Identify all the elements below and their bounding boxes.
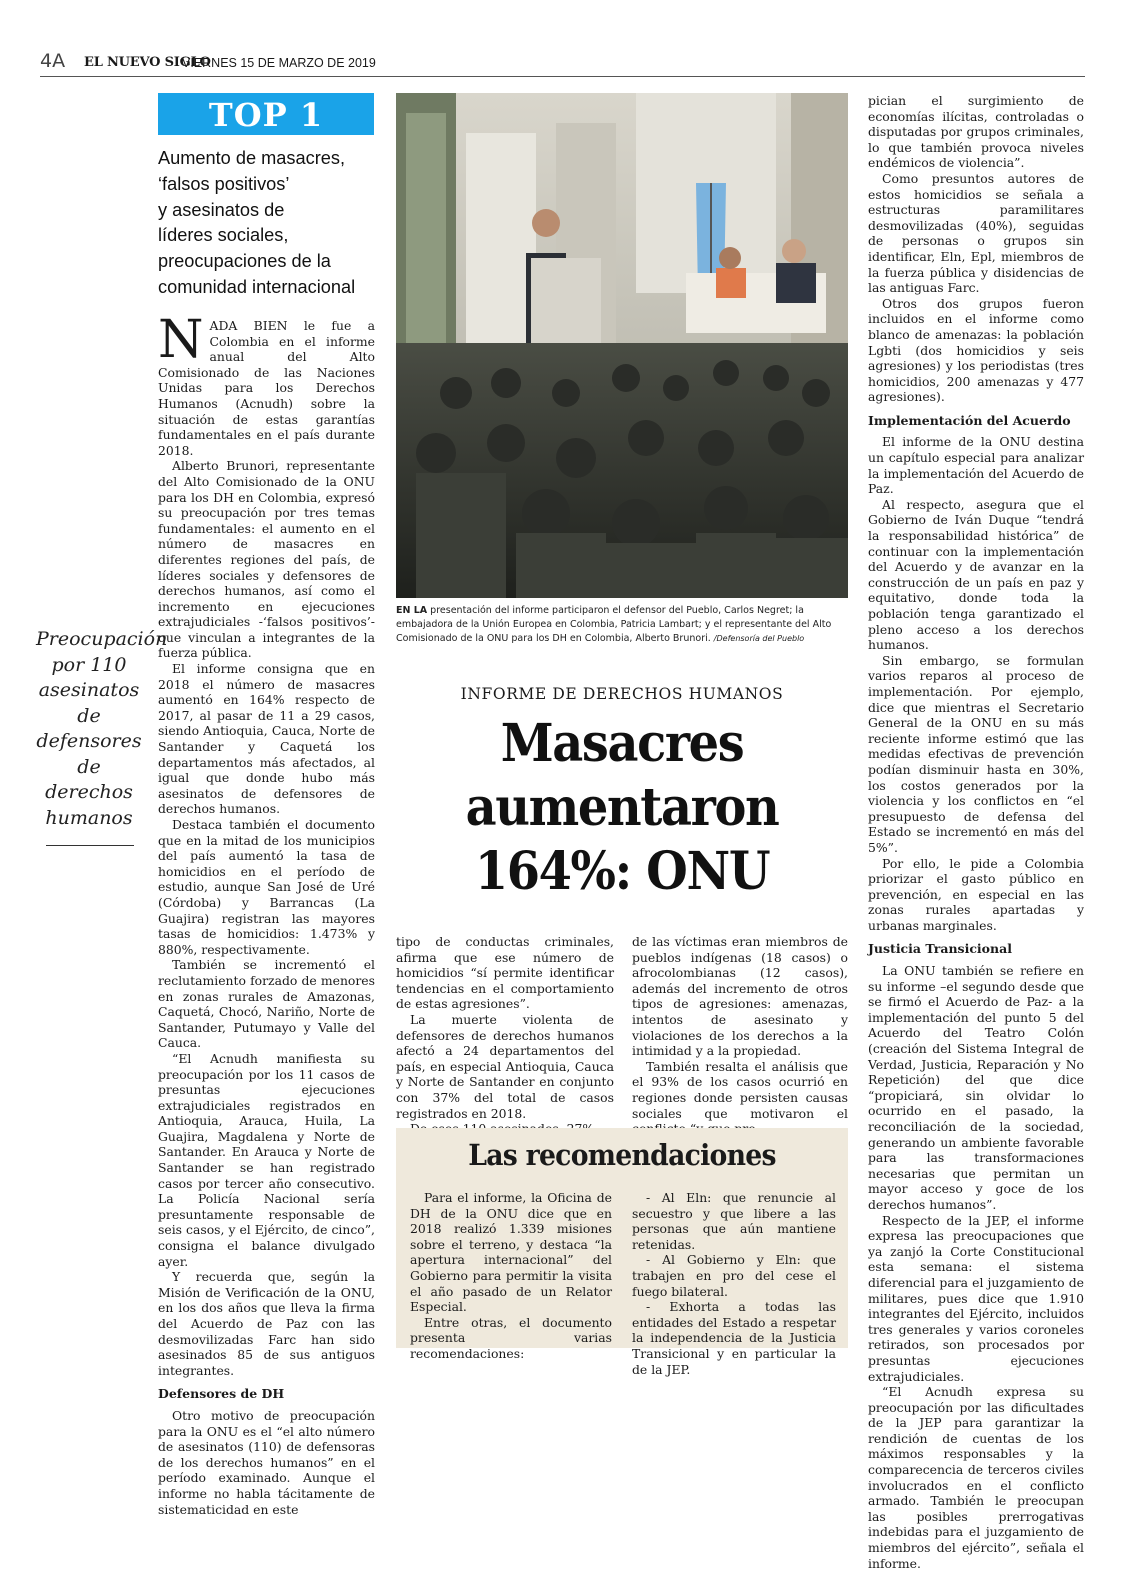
body-paragraph: Alberto Brunori, representante del Alto Comisionado de la ONU para los DH en Colombia, expresó su preocupación por tres temas fundamentales: el aumento en el número de masacres en diferentes regiones del país, de líderes sociales y defensores de derechos humanos, así como el incremento en ejecuciones extrajudiciales -‘falsos positivos’- que vinculan a integrantes de la fuerza pública. — [158, 458, 375, 661]
body-paragraph: Respecto de la JEP, el informe expresa las preocupaciones que ya zanjó la Corte Constitucional esta semana: el sistema diferencial para el juzgamiento de militares, pues dice que 1.910 integrantes del Ejército, incluidos tres generales y varios coroneles retirados, son procesados por presuntas ejecuciones extrajudiciales. — [868, 1212, 1084, 1384]
deck-line: Aumento de masacres, — [158, 148, 346, 168]
deck-line: ‘falsos positivos’ — [158, 173, 290, 194]
body-paragraph: Por ello, le pide a Colombia priorizar el gasto público en prevención, en especial en las zonas rurales apartadas y urbanas marginales. — [868, 855, 1084, 933]
column-3 — [632, 934, 848, 1137]
deck-line: y asesinatos de — [158, 199, 285, 220]
caption-lead: EN LA — [396, 605, 428, 616]
top-label: TOP 1 — [158, 93, 374, 135]
body-paragraph: Al respecto, asegura que el Gobierno de Iván Duque “tendrá la responsabilidad histórica” de continuar con la implementación del Acuerdo y de avanzar en la construcción de un país en paz y equitativo, donde toda la población tenga garantizado el pleno acceso a los derechos humanos. — [868, 496, 1084, 653]
caption-text: presentación del informe participaron el defensor del Pueblo, Carlos Negret; la embajadora de la Unión Europea en Colombia, Patricia Lambart; y el representante del Alto Comisionado de la ONU para los DH en Colombia, Alberto Brunori. — [396, 605, 832, 644]
column-4 — [868, 93, 1084, 1571]
recommendations-title: Las recomendaciones — [468, 1138, 776, 1172]
body-paragraph: También se incrementó el reclutamiento forzado de menores en zonas rurales de Amazonas, Caquetá, Chocó, Nariño, Norte de Santander, Putumayo y Valle del Cauca. — [158, 957, 375, 1051]
masthead: EL NUEVO SIGLO — [84, 55, 211, 70]
deck-line: comunidad internacional — [158, 276, 356, 297]
column-1 — [158, 310, 375, 1517]
body-paragraph: Otros dos grupos fueron incluidos en el informe como blanco de amenazas: la población Lgbti (dos homicidios y seis agresiones) y los periodistas (tres homicidios, 200 amenazas y 477 agresiones). — [868, 295, 1084, 405]
column-2 — [396, 934, 614, 1137]
deck-line: líderes sociales, — [158, 225, 289, 246]
subhead-justicia: Justicia Transicional — [868, 941, 1012, 957]
issue-date: VIERNES 15 DE MARZO DE 2019 — [182, 56, 376, 70]
body-paragraph: Sin embargo, se formulan varios reparos al proceso de implementación. Por ejemplo, dice que mientras el Secretario General de la ONU en su más reciente informe estimó que las medidas efectivas de prevención podían disminuir hasta en 30%, los costos generados por la violencia y los conflictos en “el presupuesto de defensa del Estado se incrementó en más del 5%”. — [868, 652, 1084, 855]
headline-line: Masacres — [500, 713, 744, 774]
body-paragraph: La muerte violenta de defensores de derechos humanos afectó a 24 departamentos del país, en especial Antioquia, Cauca y Norte de Santander en conjunto con 37% del total de casos registrados en 2018. — [396, 1011, 614, 1121]
body-paragraph: pician el surgimiento de economías ilícitas, controladas o disputadas por grupos criminales, lo que también provoca niveles endémicos de violencia”. — [868, 93, 1084, 171]
rec-item: - Exhorta a todas las entidades del Estado a respetar la independencia de la Justicia Transicional y en particular la de la JEP. — [632, 1299, 836, 1377]
rec-item: - Al Eln: que renuncie al secuestro y que libere a las personas que aún mantiene retenidas. — [632, 1190, 836, 1252]
body-paragraph: El informe de la ONU destina un capítulo especial para analizar la implementación del Acuerdo de Paz. — [868, 434, 1084, 497]
headline-line: aumentaron — [465, 777, 779, 838]
photo-caption — [396, 604, 848, 646]
photo-illustration — [396, 93, 848, 598]
headline — [414, 712, 830, 904]
deck-line: preocupaciones de la — [158, 251, 331, 272]
deck — [158, 146, 380, 301]
body-paragraph: Y recuerda que, según la Misión de Verificación de la ONU, en los dos años que lleva la firma del Acuerdo de Paz con las desmovilizadas Farc han sido asesinados 85 de sus antiguos integrantes. — [158, 1269, 375, 1378]
body-paragraph: También resalta el análisis que el 93% de los casos ocurrió en regiones donde persisten causas sociales que motivaron el — [632, 1058, 848, 1121]
event-photo — [396, 93, 848, 598]
lead-paragraph: NADA BIEN le fue a Colombia en el informe anual del Alto Comisionado de las Naciones Unidas para los Derechos Humanos (Acnudh) sobre la situación de estas garantías fundamentales en el país durante 2018. — [158, 310, 375, 458]
body-paragraph: Otro motivo de preocupación para la ONU es el “el alto número de asesinatos (110) de defensoras de los derechos humanos” en el período examinado. Aunque el informe no habla tácitamente de sistematicidad en este — [158, 1407, 375, 1517]
kicker: INFORME DE DERECHOS HUMANOS — [460, 685, 784, 703]
body-paragraph: de las víctimas eran miembros de pueblos indígenas (18 casos) o afrocolombianas (12 casos), además del incremento de otros tipos de agresiones: amenazas, intentos de asesinato y violaciones de los derechos a la intimidad y a la propiedad. — [632, 934, 848, 1059]
pull-quote: Preocupación por 110 asesinatos de defensores de derechos humanos — [36, 628, 168, 829]
page-number: 4A — [40, 50, 66, 72]
body-paragraph: Destaca también el documento que en la mitad de los municipios del país aumentó la tasa de homicidios en el período de estudio, aunque San José de Uré (Córdoba) y Barrancas (La Guajira) registran las mayores tasas de homicidios: 1.473% y 880%, respectivamente. — [158, 817, 375, 957]
body-paragraph: “El Acnudh manifiesta su preocupación por los 11 casos de presuntas ejecuciones extrajudiciales registrados en Antioquia, Arauca, Huila, La Guajira, Magdalena y Norte de Santander. En Arauca y Norte de Santander se han registrado casos por tercer año consecutivo. La Policía Nacional sería presuntamente responsable de seis casos, y el Ejército, de cinco”, consigna el balance divulgado ayer. — [158, 1050, 375, 1269]
body-paragraph: La ONU también se refiere en su informe –el segundo desde que se firmó el Acuerdo de Paz- a la implementación del punto 5 del Acuerdo del Teatro Colón (creación del Sistema Integral de Verdad, Justicia, Reparación y No Repetición) del que dice “propiciará, sin olvidar lo ocurrido en el pasado, la reconciliación de la sociedad, generando un ambiente favorable para las transformaciones necesarias que permitan un mayor acceso y goce de los derechos humanos”. — [868, 963, 1084, 1212]
drop-cap: N — [158, 310, 204, 370]
subhead-defensores: Defensores de DH — [158, 1386, 285, 1402]
body-paragraph: El informe consigna que en 2018 el número de masacres aumentó en 164% respecto de 2017, al pasar de 11 a 29 casos, siendo Antioquia, Cauca, Norte de Santander y Caquetá los departamentos más afectados, al igual que donde hubo más asesinatos de defensores de derechos humanos. — [158, 661, 375, 817]
headline-line: 164%: ONU — [474, 841, 770, 902]
body-paragraph: tipo de conductas criminales, afirma que ese número de homicidios “sí permite identificar tendencias en el comportamiento de estas agresiones”. — [396, 934, 614, 1012]
pull-quote-rule — [46, 845, 134, 846]
header-rule — [40, 76, 1085, 77]
subhead-implementacion: Implementación del Acuerdo — [868, 412, 1071, 428]
rec-paragraph: Entre otras, el documento presenta varias recomendaciones: — [410, 1314, 612, 1361]
recommendations-right — [632, 1190, 836, 1377]
rec-item: - Al Gobierno y Eln: que trabajen en pro del cese el fuego bilateral. — [632, 1252, 836, 1299]
body-paragraph: “El Acnudh expresa su preocupación por las dificultades de la JEP para garantizar la rendición de cuentas de los máximos responsables y la comparecencia de terceros civiles involucrados en el conflicto armado. También le preocupan las posibles prerrogativas indebidas para el juzgamiento de miembros del ejército”, señala el informe. — [868, 1384, 1084, 1571]
rec-paragraph: Para el informe, la Oficina de DH de la ONU dice que en 2018 realizó 1.339 misiones sobre el terreno, y destaca “la apertura internacional” del Gobierno para permitir la visita el año pasado de un Relator Especial. — [410, 1190, 612, 1315]
recommendations-left — [410, 1190, 612, 1362]
photo-credit: /Defensoría del Pueblo — [713, 634, 805, 643]
body-paragraph: Como presuntos autores de estos homicidios se señala a estructuras paramilitares desmovilizadas (40%), seguidas de personas o grupos sin identificar, Eln, Epl, miembros de la fuerza pública y disidencias de las antiguas Farc. — [868, 170, 1084, 296]
